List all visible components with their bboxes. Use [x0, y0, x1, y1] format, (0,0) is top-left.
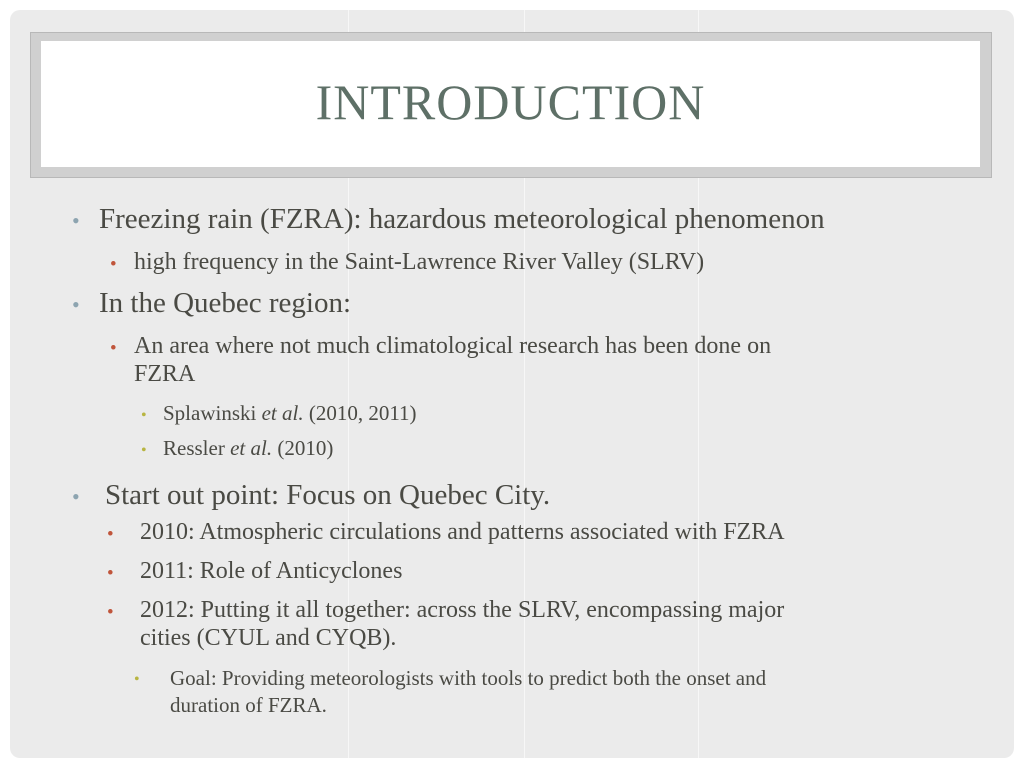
bullet-item: high frequency in the Saint-Lawrence River Valley (SLRV): [134, 249, 705, 275]
bullet-icon: •: [110, 254, 117, 275]
bullet-icon: •: [141, 407, 147, 424]
bullet-icon: •: [72, 292, 80, 317]
bullet-item: [163, 401, 963, 426]
bullet-item-line: FZRA: [134, 361, 196, 388]
bullet-item-line: cities (CYUL and CYQB).: [140, 625, 397, 652]
bullet-item: Freezing rain (FZRA): hazardous meteorological phenomenon: [99, 203, 825, 235]
slide: [10, 10, 1014, 758]
et-al-text: et al.: [261, 401, 304, 425]
author-name: Ressler: [163, 436, 231, 460]
bullet-item: 2010: Atmospheric circulations and patterns associated with FZRA: [140, 519, 785, 545]
bullet-item: [163, 436, 963, 461]
bullet-item-line: An area where not much climatological research has been done on: [134, 333, 772, 359]
bullet-item: [134, 332, 1004, 389]
bullet-item: 2011: Role of Anticyclones: [140, 558, 403, 584]
author-name: Splawinski: [163, 401, 262, 425]
bullet-icon: •: [72, 484, 80, 509]
bullet-item: In the Quebec region:: [99, 287, 352, 319]
et-al-text: et al.: [230, 436, 273, 460]
slide-title: INTRODUCTION: [315, 74, 706, 130]
bullet-icon: •: [107, 563, 114, 584]
bullet-item: Start out point: Focus on Quebec City.: [105, 479, 551, 511]
bullet-icon: •: [107, 602, 114, 623]
citation-years: (2010): [272, 436, 334, 460]
title-box: [41, 41, 980, 167]
bullet-item: [140, 596, 1010, 653]
citation-years: (2010, 2011): [303, 401, 417, 425]
bullet-item-line: 2012: Putting it all together: across the SLRV, encompassing major: [140, 597, 785, 623]
bullet-icon: •: [72, 208, 80, 233]
bullet-icon: •: [141, 442, 147, 459]
bullet-icon: •: [134, 671, 140, 688]
bullet-item-line: Goal: Providing meteorologists with tools to predict both the onset and: [170, 666, 767, 690]
bullet-item: [170, 665, 1000, 720]
bullet-icon: •: [110, 338, 117, 359]
bullet-item-line: duration of FZRA.: [170, 693, 327, 718]
bullet-icon: •: [107, 524, 114, 545]
